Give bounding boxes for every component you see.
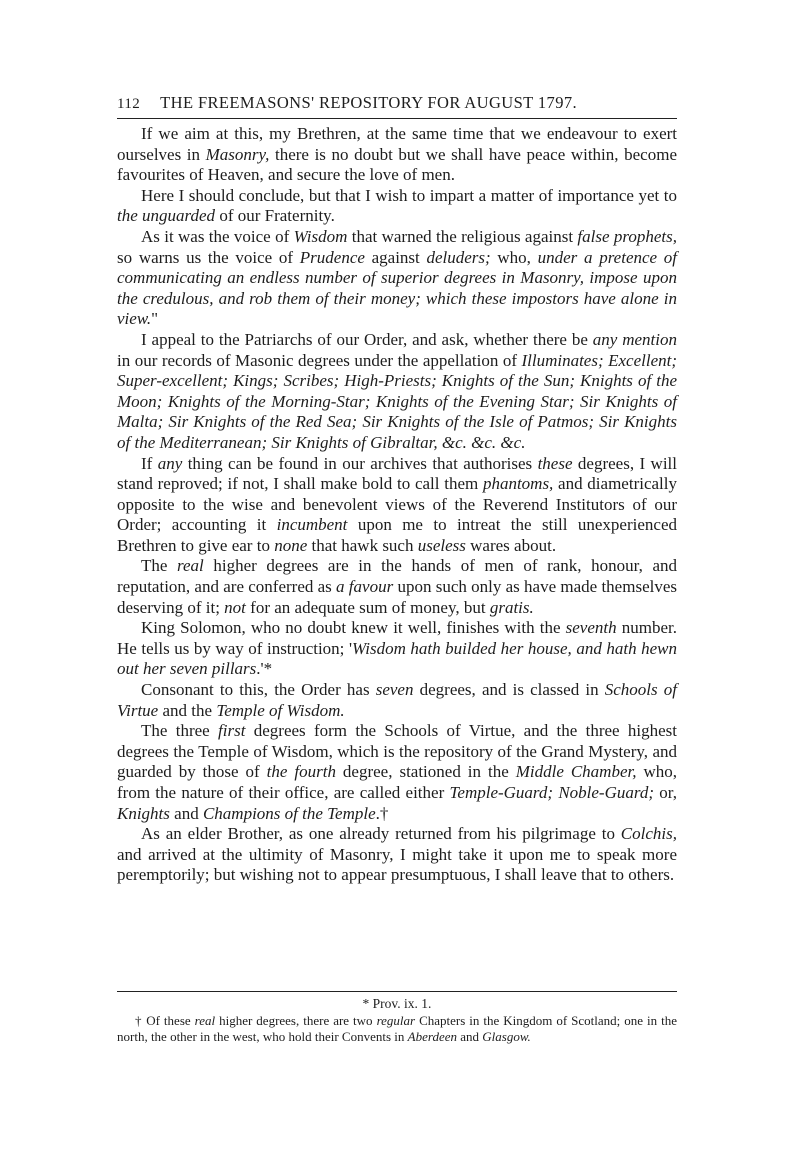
text-run: there is no doubt but we shall have peace within, become favourites of Heaven, and secure the love of men. — [117, 144, 677, 185]
paragraph — [117, 680, 677, 721]
text-run: who, — [490, 247, 538, 267]
italic-text: first — [218, 721, 246, 741]
header-rule — [117, 118, 677, 119]
italic-text: Wisdom — [293, 226, 348, 246]
text-run: upon such only as have made themselves deserving of it; — [117, 577, 677, 617]
italic-text: Champions of the Temple — [202, 803, 376, 823]
italic-text: regular — [376, 1012, 416, 1028]
text-run: Consonant to this, the Order has — [141, 680, 376, 700]
text-run: If — [141, 453, 158, 473]
paragraph — [117, 824, 677, 886]
text-run: I appeal to the Patriarchs of our Order, and ask, whether there be — [141, 329, 593, 349]
italic-text: any mention — [592, 329, 677, 349]
text-run: and arrived at the ultimity of Masonry, I might take it upon me to speak more peremptorily; but wishing not to appear presumptuous, I shall leave that to others. — [117, 844, 677, 885]
footnote — [117, 996, 677, 1013]
italic-text: deluders; — [426, 247, 491, 267]
italic-text: useless — [417, 535, 466, 555]
text-run: As an elder Brother, as one already returned from his pilgrimage to — [141, 824, 621, 844]
italic-text: Temple of Wisdom. — [216, 700, 345, 720]
text-run: As it was the voice of — [141, 226, 294, 246]
italic-text: Knights — [117, 803, 170, 823]
text-run: and — [169, 803, 203, 823]
italic-text: Prudence — [299, 247, 365, 267]
text-run: who, from the nature of their office, are called either — [117, 762, 677, 802]
page-number: 112 — [117, 96, 141, 112]
text-run: Chapters in the Kingdom of Scotland; one in the north, the other in the west, who hold their Convents in — [117, 1012, 678, 1044]
italic-text: phantoms, — [482, 474, 554, 494]
italic-text: Glasgow. — [482, 1029, 531, 1044]
italic-text: Middle Chamber, — [515, 762, 637, 782]
text-run: thing can be found in our archives that authorises — [182, 453, 538, 473]
italic-text: Temple-Guard; Noble-Guard; — [449, 783, 655, 802]
text-run: for an adequate sum of money, but — [245, 597, 490, 617]
italic-text: incumbent — [276, 515, 348, 535]
italic-text: seventh — [565, 618, 617, 638]
paragraph — [117, 454, 677, 557]
italic-text: Masonry, — [205, 144, 270, 164]
italic-text: none — [274, 535, 308, 555]
italic-text: false prophets, — [577, 226, 677, 246]
paragraph — [117, 186, 677, 227]
text-run: The — [141, 556, 178, 576]
text-run: number. He tells us by way of instruction; ' — [117, 618, 677, 658]
text-run: .'* — [256, 659, 273, 679]
text-run: * Prov. ix. 1. — [362, 996, 432, 1011]
text-run: so warns us the voice of — [117, 247, 300, 267]
text-run: The three — [141, 721, 219, 741]
text-run: If we aim at this, my Brethren, at the same time that we endeavour to exert ourselves in — [117, 124, 677, 164]
paragraph — [117, 556, 677, 618]
italic-text: under a pretence of communicating an endless number of superior degrees in Masonry, impose upon the credulous, and rob them of their money; which these impostors have alone in view. — [117, 247, 678, 329]
paragraph — [117, 721, 677, 824]
text-run: degrees, and is classed in — [413, 680, 605, 700]
italic-text: any — [157, 453, 183, 473]
text-run: and the — [158, 700, 217, 720]
italic-text: Aberdeen — [407, 1029, 457, 1044]
text-run: † Of these — [135, 1012, 195, 1028]
text-run: degree, stationed in the — [335, 762, 516, 782]
running-title: THE FREEMASONS' REPOSITORY FOR AUGUST 1797. — [160, 93, 578, 112]
text-run: higher degrees, there are two — [215, 1012, 377, 1028]
italic-text: gratis. — [489, 597, 534, 617]
article-body — [117, 124, 677, 886]
text-run: that warned the religious against — [347, 226, 578, 246]
italic-text: Schools of Virtue — [117, 680, 677, 720]
text-run: King Solomon, who no doubt knew it well, finishes with the — [141, 618, 566, 638]
italic-text: Illuminates; Excellent; Super-excellent; Kings; Scribes; High-Priests; Knights of the Sun; Knights of the Moon; Knights of the Morning-Star; Knights of the Evening Star; Sir Knights of Malta; Sir Knights of the Red Sea; Sir Knights of the Isle of Patmos; Sir Knights of the Mediterranean; Sir Knights of Gibraltar, &c. &c. &c. — [117, 350, 677, 452]
text-run: upon me to intreat the still unexperienced Brethren to give ear to — [117, 515, 677, 555]
running-header — [117, 93, 677, 113]
text-run: " — [151, 309, 159, 329]
text-run: in our records of Masonic degrees under the appellation of — [117, 350, 522, 370]
italic-text: not — [224, 597, 246, 617]
text-run: higher degrees are in the hands of men of rank, honour, and reputation, and are conferred as — [117, 556, 677, 597]
text-run: and — [456, 1029, 483, 1044]
italic-text: Colchis, — [620, 824, 677, 844]
text-run: that hawk such — [307, 535, 418, 555]
text-run: degrees form the Schools of Virtue, and the three highest degrees the Temple of Wisdom, which is the repository of the Grand Mystery, and guarded by those of — [117, 721, 677, 782]
paragraph — [117, 227, 677, 330]
footnotes — [117, 996, 677, 1046]
text-run: .† — [375, 803, 389, 823]
italic-text: the unguarded — [117, 206, 216, 226]
italic-text: seven — [375, 680, 414, 700]
footnote-rule — [117, 991, 677, 992]
text-run: of our Fraternity. — [215, 206, 335, 226]
footnote — [117, 1013, 677, 1046]
italic-text: real — [194, 1012, 216, 1028]
text-run: Here I should conclude, but that I wish to impart a matter of importance yet to — [141, 185, 677, 205]
italic-text: real — [177, 556, 204, 576]
paragraph — [117, 618, 677, 680]
text-run: wares about. — [465, 535, 557, 555]
text-run: against — [364, 247, 427, 267]
text-run: degrees, I will stand reproved; if not, I shall make bold to call them — [117, 453, 677, 494]
italic-text: the fourth — [266, 762, 336, 782]
paragraph — [117, 124, 677, 186]
italic-text: Wisdom hath builded her house, and hath hewn out her seven pillars — [117, 638, 677, 679]
text-run: and diametrically opposite to the wise and benevolent views of the Reverend Institutors of our Order; accounting it — [117, 474, 677, 535]
text-run: or, — [654, 783, 677, 802]
italic-text: these — [537, 453, 573, 473]
italic-text: a favour — [336, 577, 394, 597]
paragraph — [117, 330, 677, 454]
